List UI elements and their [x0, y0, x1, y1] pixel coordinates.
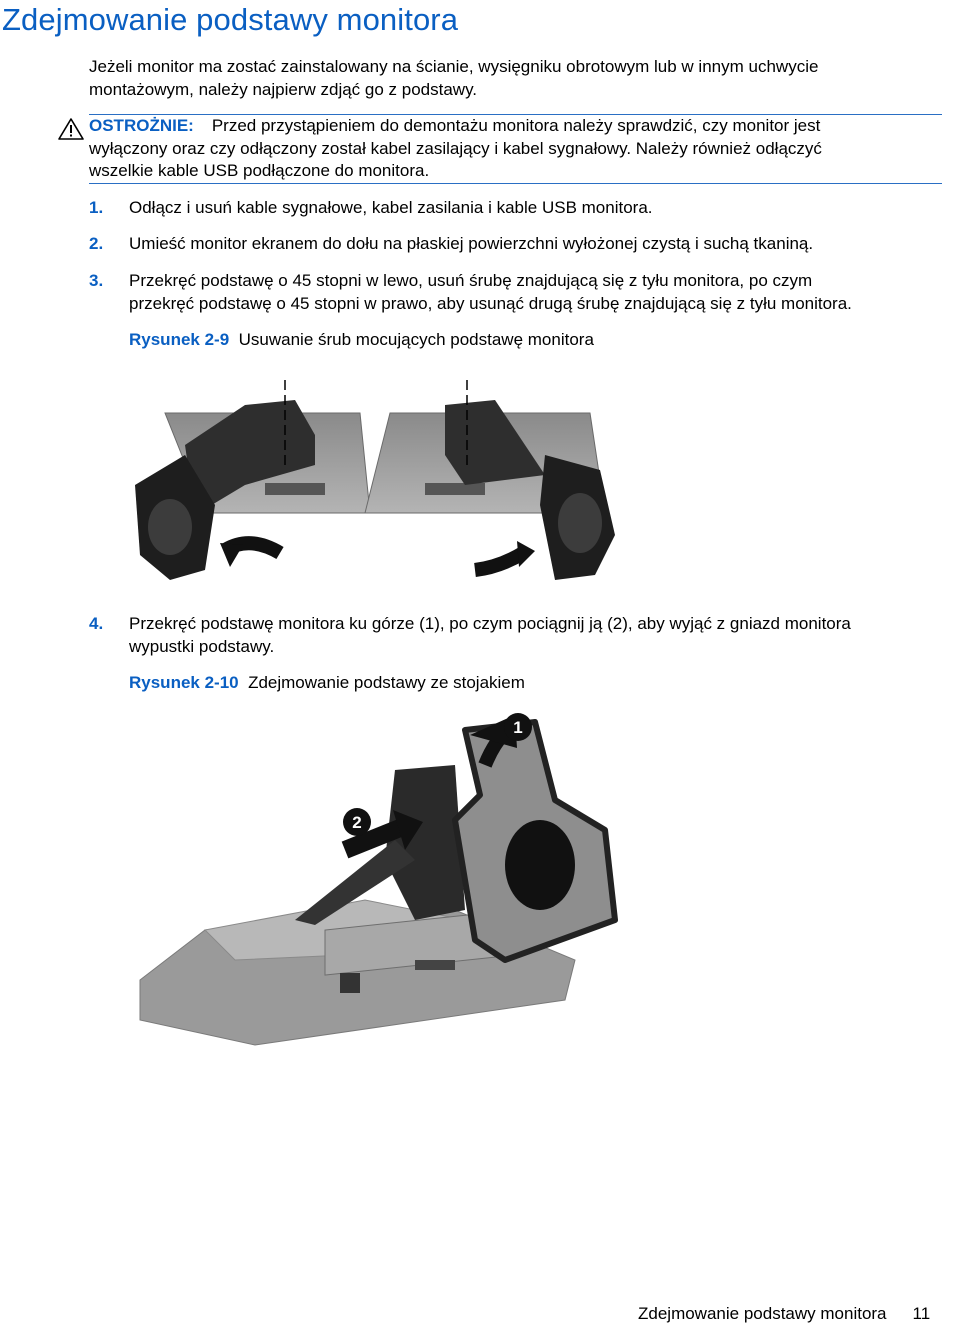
page-number: 11: [912, 1304, 931, 1323]
intro-line-1: Jeżeli monitor ma zostać zainstalowany na ścianie, wysięgniku obrotowym lub w innym uchwycie: [89, 57, 819, 76]
intro-paragraph: [89, 56, 818, 101]
callout-2-number: 2: [352, 813, 362, 832]
figure-label: Rysunek 2-10: [129, 673, 239, 692]
step-text: Umieść monitor ekranem do dołu na płaskiej powierzchni wyłożonej czystą i suchą tkaniną.: [129, 234, 814, 253]
caution-line-2: wyłączony oraz czy odłączony został kabel zasilający i kabel sygnałowy. Należy również odłączyć: [89, 138, 822, 158]
caution-line-3: wszelkie kable USB podłączone do monitora.: [89, 161, 430, 180]
figure-label: Rysunek 2-9: [129, 330, 230, 349]
step-1: [89, 197, 653, 220]
figure-caption-2-10: [129, 672, 525, 695]
figure-2-10-illustration: [135, 710, 625, 1055]
figure-caption-text: Usuwanie śrub mocujących podstawę monitora: [238, 330, 594, 349]
step-text-cont: wypustki podstawy.: [129, 636, 275, 656]
callout-1-number: 1: [513, 718, 523, 737]
caution-line-1: Przed przystąpieniem do demontażu monitora należy sprawdzić, czy monitor jest: [211, 116, 821, 135]
page-title: Zdejmowanie podstawy monitora: [2, 2, 459, 37]
step-number: 2.: [89, 234, 104, 253]
step-2: [89, 233, 813, 256]
intro-line-2: montażowym, należy najpierw zdjąć go z podstawy.: [89, 79, 478, 99]
step-number: 4.: [89, 614, 104, 633]
caution-bottom-rule: [89, 183, 942, 184]
callout-1: [504, 713, 532, 741]
step-text-cont: przekręć podstawę o 45 stopni w prawo, aby usunąć drugą śrubę znajdującą się z tyłu monitora.: [129, 293, 852, 313]
footer-title: Zdejmowanie podstawy monitora: [638, 1304, 887, 1323]
step-4: [89, 613, 851, 658]
step-text: Przekręć podstawę o 45 stopni w lewo, usuń śrubę znajdującą się z tyłu monitora, po czym: [129, 271, 813, 290]
page-footer: [638, 1304, 930, 1324]
step-number: 1.: [89, 198, 104, 217]
callout-2: [343, 808, 371, 836]
step-text: Przekręć podstawę monitora ku górze (1), po czym pociągnij ją (2), aby wyjąć z gniazd monitora: [129, 614, 851, 633]
step-text: Odłącz i usuń kable sygnałowe, kabel zasilania i kable USB monitora.: [129, 198, 653, 217]
caution-note: [89, 115, 949, 183]
figure-2-9-illustration: [125, 375, 625, 590]
figure-caption-text: Zdejmowanie podstawy ze stojakiem: [248, 673, 525, 692]
step-number: 3.: [89, 271, 104, 290]
warning-triangle-icon: [58, 118, 84, 140]
caution-label: OSTROŻNIE:: [89, 116, 194, 135]
step-3: [89, 270, 852, 315]
figure-caption-2-9: [129, 329, 594, 352]
